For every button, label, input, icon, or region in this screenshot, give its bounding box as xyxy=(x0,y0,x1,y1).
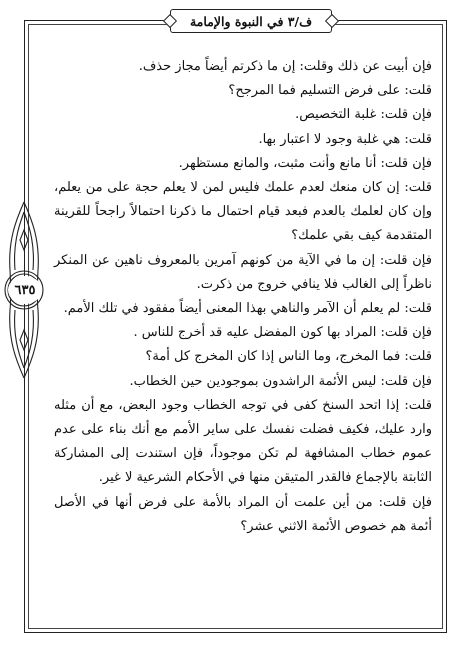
running-header xyxy=(170,9,332,33)
paragraph: قلت: هي غلبة وجود لا اعتبار بها. xyxy=(258,131,432,147)
paragraph: فإن قلت: إن ما في الآية من كونهم آمرين بالمعروف ناهين عن المنكر ناظراً إلى الغالب فلا ينافي خروج من ذكرت. xyxy=(54,252,432,292)
paragraph: قلت: فما المخرج، وما الناس إذا كان المخرج كل أمة؟ xyxy=(145,349,432,365)
paragraph: فإن قلت: ليس الأئمة الراشدون بموجودين حين الخطاب. xyxy=(129,373,432,389)
paragraph: فإن قلت: المراد بها كون المفضل عليه قد أخرج للناس . xyxy=(133,325,432,341)
page-number: ٦٣٥ xyxy=(8,276,42,304)
paragraph: قلت: على فرض التسليم فما المرجح؟ xyxy=(228,83,432,99)
header-title: ف/٣ في النبوة والإمامة xyxy=(189,13,313,29)
paragraph: فإن أبيت عن ذلك وقلت: إن ما ذكرتم أيضاً مجاز حذف. xyxy=(138,59,432,74)
paragraph: فإن قلت: غلبة التخصيص. xyxy=(295,107,432,123)
body-text xyxy=(54,55,432,539)
paragraph: فإن قلت: أنا مانع وأنت مثبت، والمانع مستظهر. xyxy=(178,155,432,171)
paragraph: قلت: إذا اتحد السنخ كفى في توجه الخطاب وجود البعض، مع أن مثله وارد عليك، فكيف فضلت نفسك على ساير الأمم مع أنك بناء على عدم عموم خطاب المشافهة لم تكن موجوداً، فإن استندت إلى المشاركة الثابتة بالإجماع فالقدر المتيقن منها في الأحكام الشرعية لا غير. xyxy=(54,397,432,486)
paragraph: قلت: إن كان منعك لعدم علمك فليس لمن لا يعلم حجة على من يعلم، وإن كان لعلمك بالعدم فبعد قيام احتمال ما ذكرنا احتمالاً راجحاً للقرينة المتقدمة كيف بقي علمك؟ xyxy=(54,180,432,244)
paragraph: قلت: لم يعلم أن الآمر والناهي بهذا المعنى أيضاً مفقود في تلك الأمم. xyxy=(63,301,432,317)
paragraph: فإن قلت: من أين علمت أن المراد بالأمة على فرض أنها في الأصل أئمة هم خصوص الأئمة الاثني عشر؟ xyxy=(54,494,432,534)
